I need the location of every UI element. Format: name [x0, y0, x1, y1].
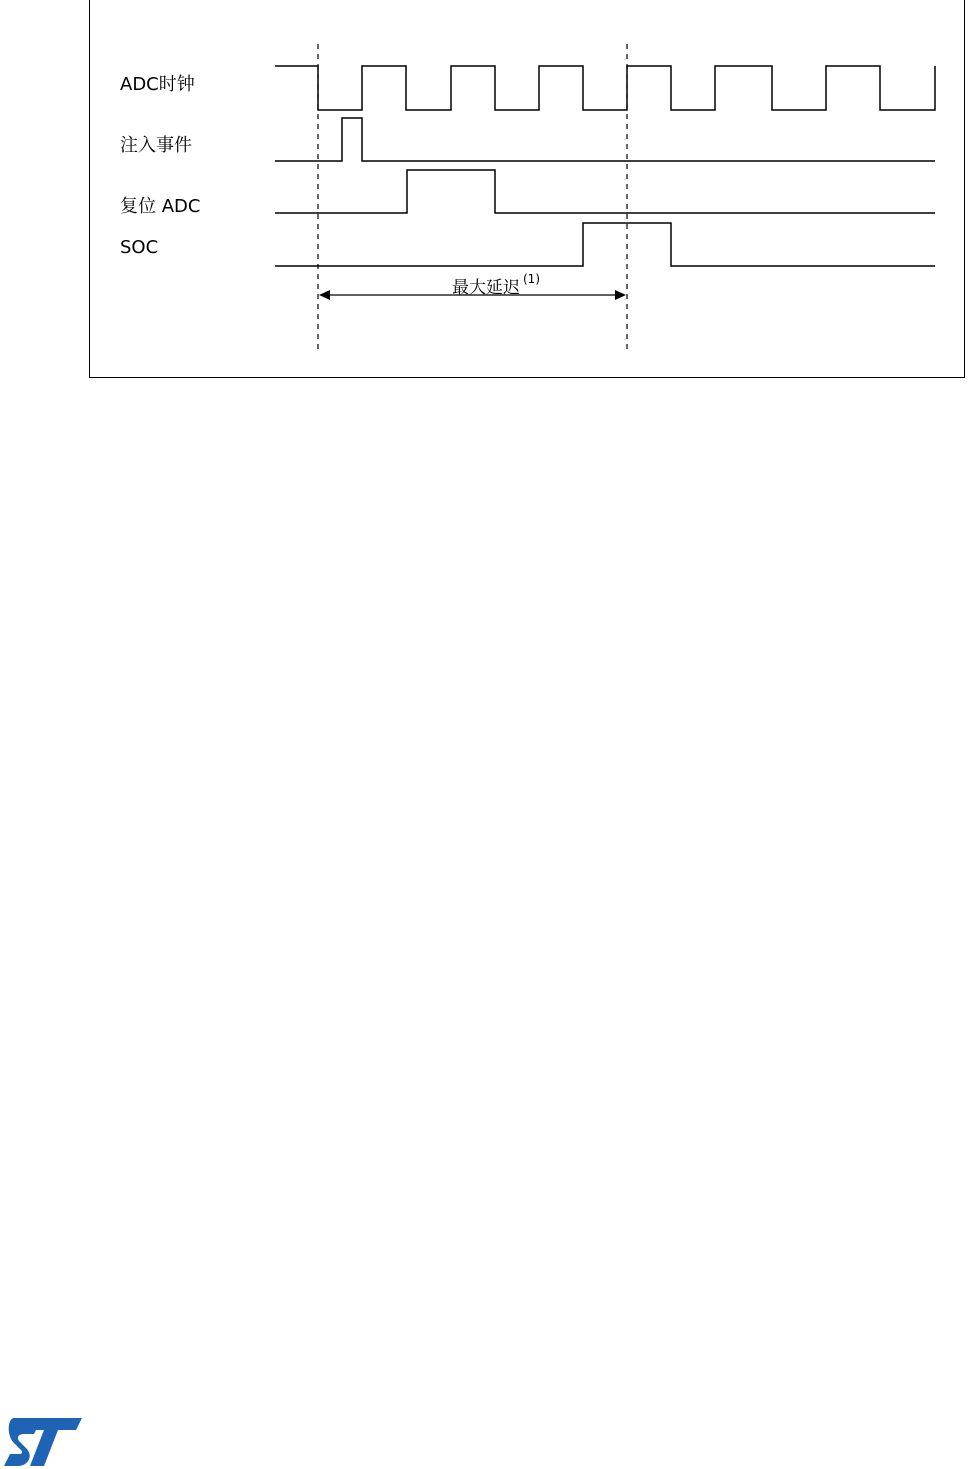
st-logo-icon [4, 1416, 84, 1468]
signal-label-soc: SOC [120, 237, 159, 258]
signal-label-reset-adc: 复位 ADC [120, 196, 201, 217]
soc-waveform [275, 223, 935, 266]
max-delay-text: 最大延迟 [452, 278, 520, 298]
signal-label-adc-clock: ADC时钟 [120, 74, 195, 95]
footnote-ref: (1) [523, 272, 540, 287]
reset-adc-waveform [275, 170, 935, 213]
max-delay-label [452, 273, 540, 298]
arrow-head-left [319, 290, 330, 300]
arrow-head-right [615, 290, 626, 300]
signal-label-injection-event: 注入事件 [120, 135, 192, 156]
injection-event-waveform [275, 118, 935, 161]
adc-clock-waveform [275, 66, 935, 110]
